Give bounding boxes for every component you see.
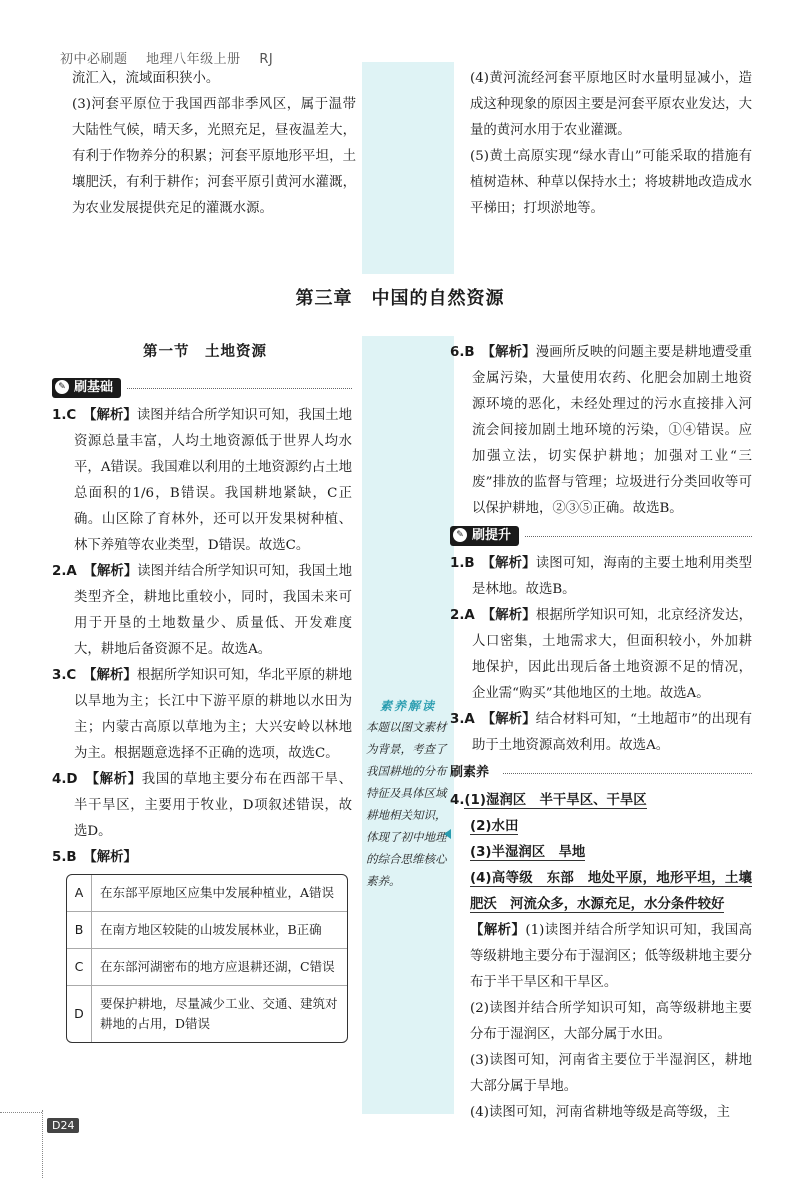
option-key: D [67, 986, 92, 1042]
explanation: (3)读图可知，河南省主要位于半湿润区，耕地大部分属于旱地。 [470, 1053, 752, 1094]
sidebar-title: 素养解读 [379, 699, 436, 713]
answer-item: 4.D 【解析】我国的草地主要分布在西部干旱、半干旱区，主要用于牧业，D项叙述错误，故选D。 [52, 772, 352, 839]
answer-item: 6.B 【解析】漫画所反映的问题主要是耕地遭受重金属污染，大量使用农药、化肥会加剧土地资源环境的恶化，未经处理过的污水直接排入河流会间接加剧土地环境的污染，①④错误。应加强立法，切实保护耕地；加强对工业“三废”排放的监督与管理；垃圾进行分类回收等可以保护耕地，②③⑤正确。故选B。 [450, 345, 753, 516]
footer-dotted-rule [42, 1110, 43, 1178]
banner-badge: ✎ 刷提升 [450, 526, 519, 546]
subject-name: 地理八年级上册 [146, 52, 241, 67]
right-answer-column [450, 340, 752, 1126]
option-text: 在东部河湖密布的地方应退耕还湖，C错误 [100, 959, 335, 974]
banner-badge: 刷素养 [450, 765, 490, 780]
sidebar-text: 本题以图文素材为背景，考查了我国耕地的分布特征及具体区域耕地相关知识，体现了初中地理的综合思维核心素养。 [366, 720, 447, 888]
dotted-rule [127, 388, 352, 389]
option-text: 在南方地区较陡的山坡发展林业，B正确 [100, 922, 322, 937]
option-table [66, 874, 348, 1043]
banner-improve [450, 525, 752, 547]
banner-badge: ✎ 刷基础 [52, 378, 121, 398]
answer-line: (2)水田 [470, 819, 519, 834]
option-text: 要保护耕地，尽量减少工业、交通、建筑对耕地的占用，D错误 [100, 996, 338, 1031]
banner-basic [52, 377, 352, 399]
answer-line: (3)半湿润区 旱地 [470, 845, 586, 860]
section-title: 第一节 土地资源 [143, 344, 267, 360]
banner-literacy [450, 762, 752, 784]
brush-icon: ✎ [55, 380, 69, 394]
paragraph: 流汇入，流域面积狭小。 [72, 71, 220, 86]
answer-item: 2.A 【解析】根据所学知识可知，北京经济发达，人口密集，土地需求大，但面积较小，外加耕地保护，因此出现后备土地资源不足的情况，企业需“购买”其他地区的土地。故选A。 [450, 608, 753, 701]
option-key: A [67, 875, 92, 911]
chapter-title: 第三章 中国的自然资源 [295, 288, 505, 309]
top-right-column [470, 66, 752, 222]
paragraph: (4)黄河流经河套平原地区时水量明显减小，造成这种现象的原因主要是河套平原农业发达，大量的黄河水用于农业灌溉。 [470, 71, 752, 138]
footer-dotted-rule [0, 1112, 42, 1113]
answer-item: 1.C 【解析】读图并结合所学知识可知，我国土地资源总量丰富，人均土地资源低于世界人均水平，A错误。我国难以利用的土地资源约占土地总面积的1/6，B错误。我国耕地紧缺，C正确。山区除了育林外，还可以开发果树种植、林下养殖等农业类型，D错误。故选C。 [52, 408, 353, 553]
option-key: C [67, 949, 92, 985]
option-text: 在东部平原地区应集中发展种植业，A错误 [100, 885, 335, 900]
answer-item: 5.B 【解析】 [52, 850, 137, 865]
answer-item: 2.A 【解析】读图并结合所学知识可知，我国土地类型齐全，耕地比重较小，同时，我国未来可用于开垦的土地数量少、质量低、开发难度大，耕地后备资源不足。故选A。 [52, 564, 353, 657]
answer-item: 4.(1)湿润区 半干旱区、干旱区 [450, 793, 647, 808]
option-row [67, 875, 347, 912]
left-answer-column [52, 374, 352, 871]
option-row [67, 986, 347, 1042]
option-row [67, 912, 347, 949]
explanation: (4)读图可知，河南省耕地等级是高等级，主 [470, 1105, 730, 1120]
option-key: B [67, 912, 92, 948]
explanation: (2)读图并结合所学知识可知，高等级耕地主要分布于湿润区，大部分属于水田。 [470, 1001, 752, 1042]
answer-item: 3.C 【解析】根据所学知识可知，华北平原的耕地以旱地为主；长江中下游平原的耕地以水田为主；内蒙古高原以草地为主；大兴安岭以林地为主。根据题意选择不正确的选项，故选C。 [52, 668, 353, 761]
top-left-column [72, 66, 356, 222]
running-header [60, 48, 287, 67]
page-number: D24 [47, 1118, 79, 1133]
dotted-rule [525, 536, 752, 537]
answer-line: (4)高等级 东部 地处平原，地形平坦，土壤肥沃 河流众多，水源充足，水分条件较好 [470, 871, 752, 912]
answer-item: 1.B 【解析】读图可知，海南的主要土地利用类型是林地。故选B。 [450, 556, 753, 597]
brush-icon: ✎ [453, 528, 467, 542]
book-name: 初中必刷题 [60, 52, 128, 67]
dotted-rule [503, 773, 752, 774]
explanation: 【解析】(1)读图并结合所学知识可知，我国高等级耕地主要分布于湿润区；低等级耕地主要分布于半干旱区和干旱区。 [470, 923, 752, 990]
top-cyan-strip [362, 62, 454, 274]
paragraph: (3)河套平原位于我国西部非季风区，属于温带大陆性气候，晴天多，光照充足，昼夜温差大，有利于作物养分的积累；河套平原地形平坦，土壤肥沃，有利于耕作；河套平原引黄河水灌溉，为农业发展提供充足的灌溉水源。 [72, 97, 356, 216]
option-row [67, 949, 347, 986]
paragraph: (5)黄土高原实现“绿水青山”可能采取的措施有植树造林、种草以保持水土；将坡耕地改造成水平梯田；打坝淤地等。 [470, 149, 752, 216]
answer-item: 3.A 【解析】结合材料可知，“土地超市”的出现有助于土地资源高效利用。故选A。 [450, 712, 752, 753]
edition-label: RJ [259, 52, 274, 67]
